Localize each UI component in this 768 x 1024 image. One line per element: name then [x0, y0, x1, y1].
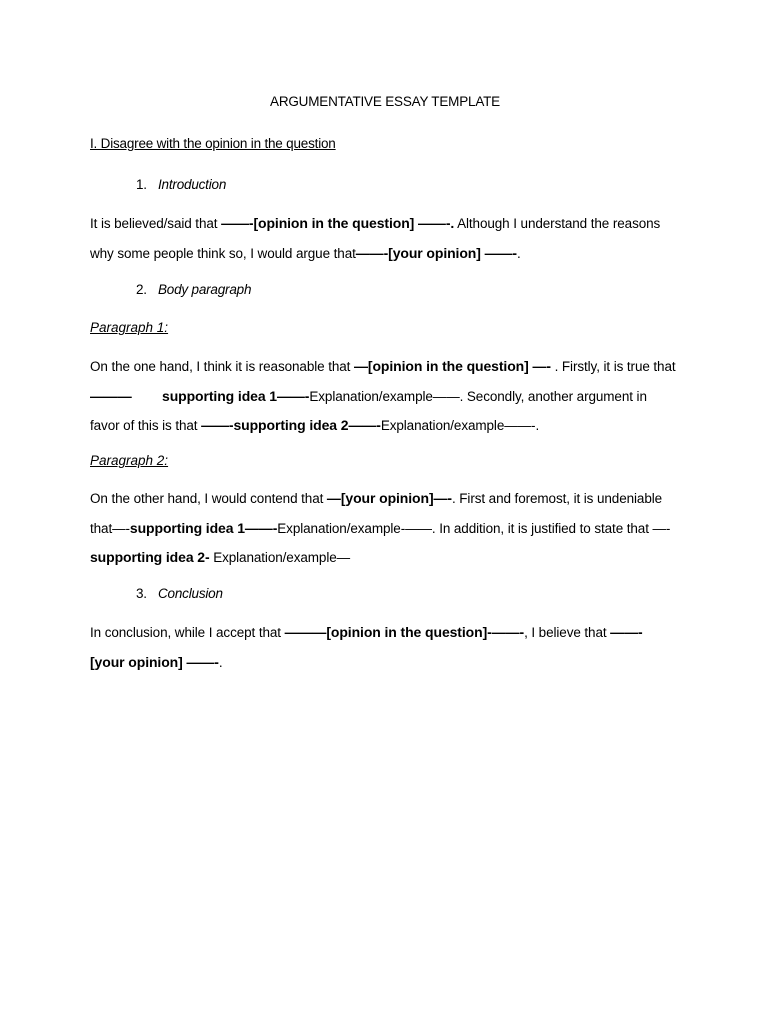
conclusion-text-1: In conclusion, while I accept that	[90, 625, 285, 640]
body1-text-2: . Firstly, it is true that	[550, 359, 676, 374]
body1-text-3: Explanation/example——. Secondly, another argument in favor of this is that	[90, 388, 647, 433]
intro-placeholder-your-opinion: ——-[your opinion] ——-	[355, 244, 517, 261]
heading-introduction	[136, 176, 226, 194]
body2-text-2: . First and foremost, it is undeniable that—-	[90, 491, 663, 536]
paragraph-2-label: Paragraph 2:	[90, 453, 169, 468]
heading-number: 3.	[136, 586, 147, 601]
body1-text-1: On the one hand, I think it is reasonable that	[90, 359, 354, 374]
conclusion-placeholder-opinion: ———[opinion in the question]-——-	[284, 624, 525, 640]
heading-number: 1.	[136, 177, 147, 192]
intro-text-2: Although I understand the reasons why some people think so, I would argue that	[90, 216, 661, 261]
conclusion-text-3: .	[218, 654, 223, 670]
intro-text-1: It is believed/said that	[90, 216, 222, 231]
body1-placeholder-opinion: —[opinion in the question] —-	[353, 358, 551, 374]
section-heading: I. Disagree with the opinion in the question	[90, 136, 336, 151]
document-title: ARGUMENTATIVE ESSAY TEMPLATE	[270, 94, 500, 109]
body2-placeholder-your-opinion: —[your opinion]—-	[326, 490, 452, 506]
heading-conclusion	[136, 585, 223, 603]
heading-label: Introduction	[158, 177, 227, 192]
body2-placeholder-idea-1: supporting idea 1——-	[129, 519, 278, 536]
document-page	[90, 0, 680, 1024]
intro-text-3: .	[516, 245, 521, 261]
body2-text-4: Explanation/example—	[209, 550, 351, 565]
body1-placeholder-idea-1: ——— supporting idea 1——-	[90, 387, 310, 404]
body2-text-1: On the other hand, I would contend that	[90, 491, 327, 506]
conclusion-paragraph	[90, 618, 680, 677]
heading-label: Conclusion	[158, 586, 223, 601]
body-paragraph-1	[90, 352, 680, 441]
heading-body-paragraph	[136, 281, 251, 299]
intro-placeholder-opinion: ——-[opinion in the question] ——-.	[221, 215, 455, 231]
conclusion-text-2: , I believe that	[524, 625, 611, 640]
introduction-paragraph	[90, 209, 680, 268]
body1-placeholder-idea-2: ——-supporting idea 2——-	[201, 417, 381, 433]
heading-label: Body paragraph	[158, 282, 252, 297]
body1-text-4: Explanation/example——-.	[380, 418, 540, 433]
paragraph-1-label: Paragraph 1:	[90, 320, 169, 335]
body2-placeholder-idea-2: supporting idea 2-	[90, 549, 210, 565]
conclusion-placeholder-your-opinion: ——- [your opinion] ——-	[90, 624, 643, 670]
body-paragraph-2	[90, 484, 680, 573]
body2-text-3: Explanation/example-——. In addition, it is justified to state that —-	[277, 520, 671, 536]
heading-number: 2.	[136, 282, 147, 297]
